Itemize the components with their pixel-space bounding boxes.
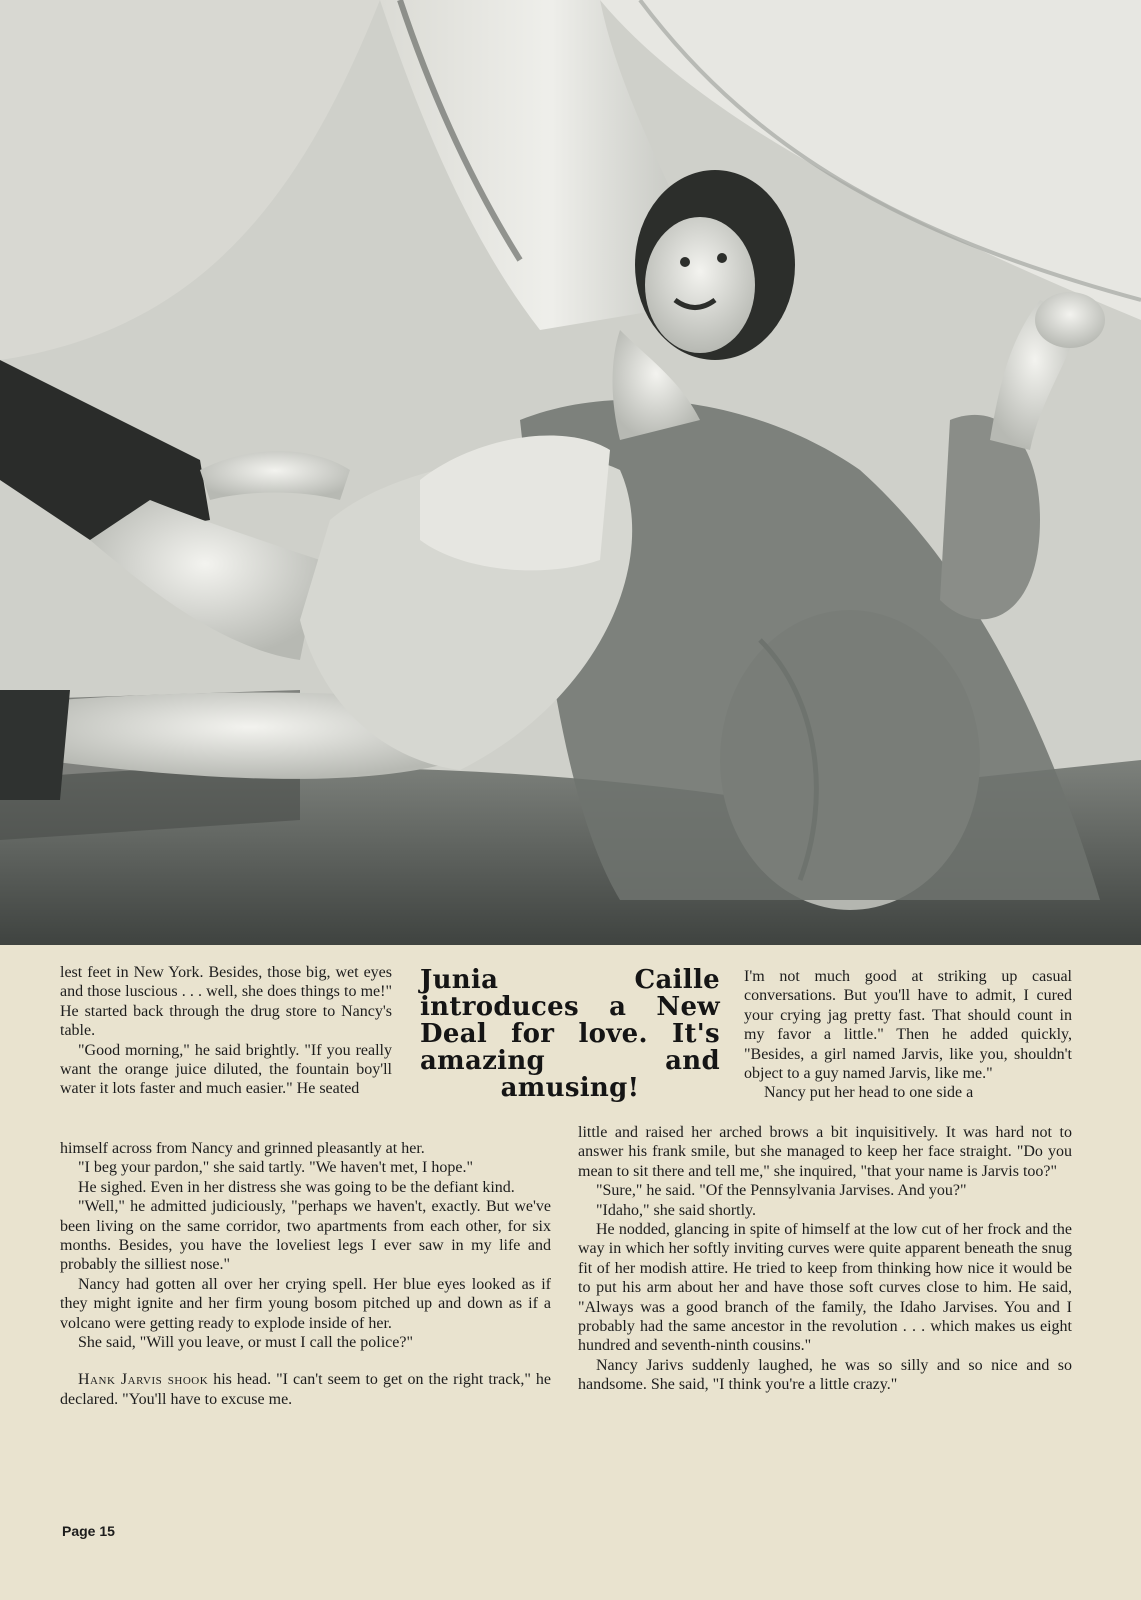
paragraph: Nancy Jarivs suddenly laughed, he was so silly and so nice and so handsome. She said, "I think you're a little crazy.": [578, 1356, 1072, 1394]
article-text: [0, 945, 1141, 1600]
column-left-top: [60, 963, 392, 1099]
paragraph-text: his head. "I can't seem to get on the right track," he declared. "You'll have to excuse me.: [60, 1371, 551, 1408]
paragraph: "Good morning," he said brightly. "If you really want the orange juice diluted, the fountain boy'll water it lots faster and much easier." He seated: [60, 1041, 392, 1098]
paragraph: little and raised her arched brows a bit inquisitively. It was hard not to answer his frank smile, but she managed to keep her face straight. "Do you mean to sit there and tell me," she inquired, "that your name is Jarvis too?": [578, 1124, 1072, 1180]
section-lead-in: Hank Jarvis shook: [78, 1371, 209, 1389]
paragraph: He nodded, glancing in spite of himself at the low cut of her frock and the way in which her softly inviting curves were quite apparent beneath the snug fit of her modish attire. He tried to keep from thinking how nice it would be to put his arm about her and have those soft curves close to him. He said, "Always was a good branch of the family, the Idaho Jarvises. You and I probably had the same ancestor in the revolution . . . which makes us eight hundred and seventh-ninth cousins.": [578, 1221, 1072, 1355]
paragraph: "Well," he admitted judiciously, "perhaps we haven't, exactly. But we've been living on the same corridor, two apartments from each other, for six months. Besides, you have the loveliest legs I ever saw in my life and probably the silliest nose.": [60, 1198, 551, 1274]
paragraph: [60, 1370, 551, 1409]
paragraph: lest feet in New York. Besides, those big, wet eyes and those luscious . . . well, she does things to me!" He started back through the drug store to Nancy's table.: [60, 964, 392, 1040]
column-left-bottom: [60, 1139, 551, 1409]
paragraph: Nancy had gotten all over her crying spell. Her blue eyes looked as if they might ignite and her firm young bosom pitched up and down as if a volcano were getting ready to explode inside of her.: [60, 1275, 551, 1332]
paragraph: I'm not much good at striking up casual conversations. But you'll have to admit, I cured your crying jag pretty fast. That should count in my favor a little." Then he added quickly, "Besides, a girl named Jarvis, like you, shouldn't object to a guy named Jarvis, like me.": [744, 968, 1072, 1083]
column-right-top: [744, 967, 1072, 1103]
paragraph: Nancy put her head to one side a: [764, 1084, 974, 1102]
paragraph: He sighed. Even in her distress she was going to be the defiant kind.: [78, 1178, 515, 1196]
paragraph: "Sure," he said. "Of the Pennsylvania Jarvises. And you?": [596, 1182, 967, 1200]
paragraph: "Idaho," she said shortly.: [596, 1201, 756, 1219]
article-headline: Junia Caille introduces a New Deal for love. It's amazing and amusing!: [420, 965, 720, 1103]
paragraph: She said, "Will you leave, or must I call the police?": [78, 1334, 413, 1352]
column-right-bottom: [578, 1123, 1072, 1395]
page-number: Page 15: [62, 1523, 115, 1539]
paragraph: "I beg your pardon," she said tartly. "We haven't met, I hope.": [78, 1159, 474, 1177]
paragraph: himself across from Nancy and grinned pleasantly at her.: [60, 1140, 425, 1157]
